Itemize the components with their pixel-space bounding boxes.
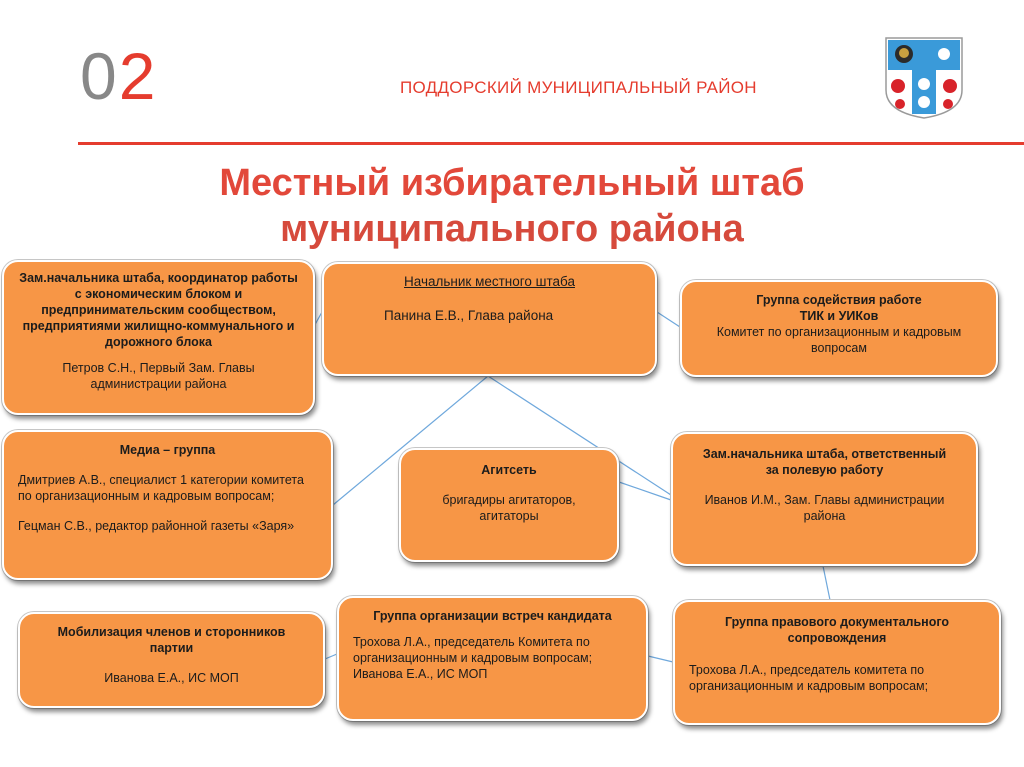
- box-heading: Зам.начальника штаба, координатор работы с экономическим блоком и предпринимательским сообществом, предприятиями жилищно-коммунального и дорожного блока: [19, 271, 298, 349]
- page-title: Местный избирательный штаб муниципального района: [219, 162, 805, 250]
- box-heading: Агитсеть: [481, 463, 537, 477]
- link-field-legal: [823, 566, 830, 600]
- box-mobilization: [18, 612, 325, 708]
- link-agitset-deputy-field: [619, 482, 671, 500]
- box-content: Трохова Л.А., председатель комитета по организационным и кадровым вопросам;: [689, 663, 929, 693]
- box-agitset: [399, 448, 619, 562]
- link-meetings-mobilization: [325, 654, 337, 659]
- box-content: Дмитриев А.В., специалист 1 категории комитета по организационным и кадровым вопросам;: [18, 473, 304, 503]
- box-heading: Мобилизация членов и сторонников партии: [57, 625, 286, 655]
- slide-number: 02: [80, 39, 158, 113]
- box-media: [2, 430, 333, 580]
- box-meetings: [337, 596, 648, 721]
- box-content: Петров С.Н., Первый Зам. Главы администрации района: [62, 361, 255, 391]
- box-tik: [680, 280, 998, 377]
- box-content: бригадиры агитаторов, агитаторы: [442, 493, 576, 523]
- box-legal: [673, 600, 1001, 725]
- box-heading: Зам.начальника штаба, ответственный: [702, 447, 947, 461]
- box-deputy-econ: [2, 260, 315, 415]
- box-content: Комитет по организационным и кадровым вопросам: [716, 325, 962, 355]
- box-chief: [322, 262, 657, 376]
- region-name: ПОДДОРСКИЙ МУНИЦИПАЛЬНЫЙ РАЙОН: [400, 78, 757, 97]
- box-deputy-field: [671, 432, 978, 566]
- box-content: Панина Е.В., Глава района: [384, 308, 554, 323]
- link-chief-tik: [657, 312, 680, 327]
- box-heading: Медиа – группа: [119, 443, 216, 457]
- box-content: Иванов И.М., Зам. Главы администрации района: [704, 493, 945, 523]
- box-content: Гецман С.В., редактор районной газеты «Заря»: [18, 519, 295, 533]
- box-content: Трохова Л.А., председатель Комитета по организационным и кадровым вопросам;: [353, 635, 593, 665]
- box-heading: Группа организации встреч кандидата: [373, 609, 612, 623]
- box-heading: Группа правового документального сопровождения: [724, 615, 950, 645]
- box-heading: за полевую работу: [765, 463, 884, 477]
- box-heading: Начальник местного штаба: [404, 274, 575, 289]
- box-content: Иванова Е.А., ИС МОП: [353, 667, 488, 681]
- box-heading: ТИК и УИКов: [799, 309, 879, 323]
- box-heading: Группа содействия работе: [756, 293, 922, 307]
- box-content: Иванова Е.А., ИС МОП: [104, 671, 239, 685]
- link-meetings-legal: [648, 656, 673, 662]
